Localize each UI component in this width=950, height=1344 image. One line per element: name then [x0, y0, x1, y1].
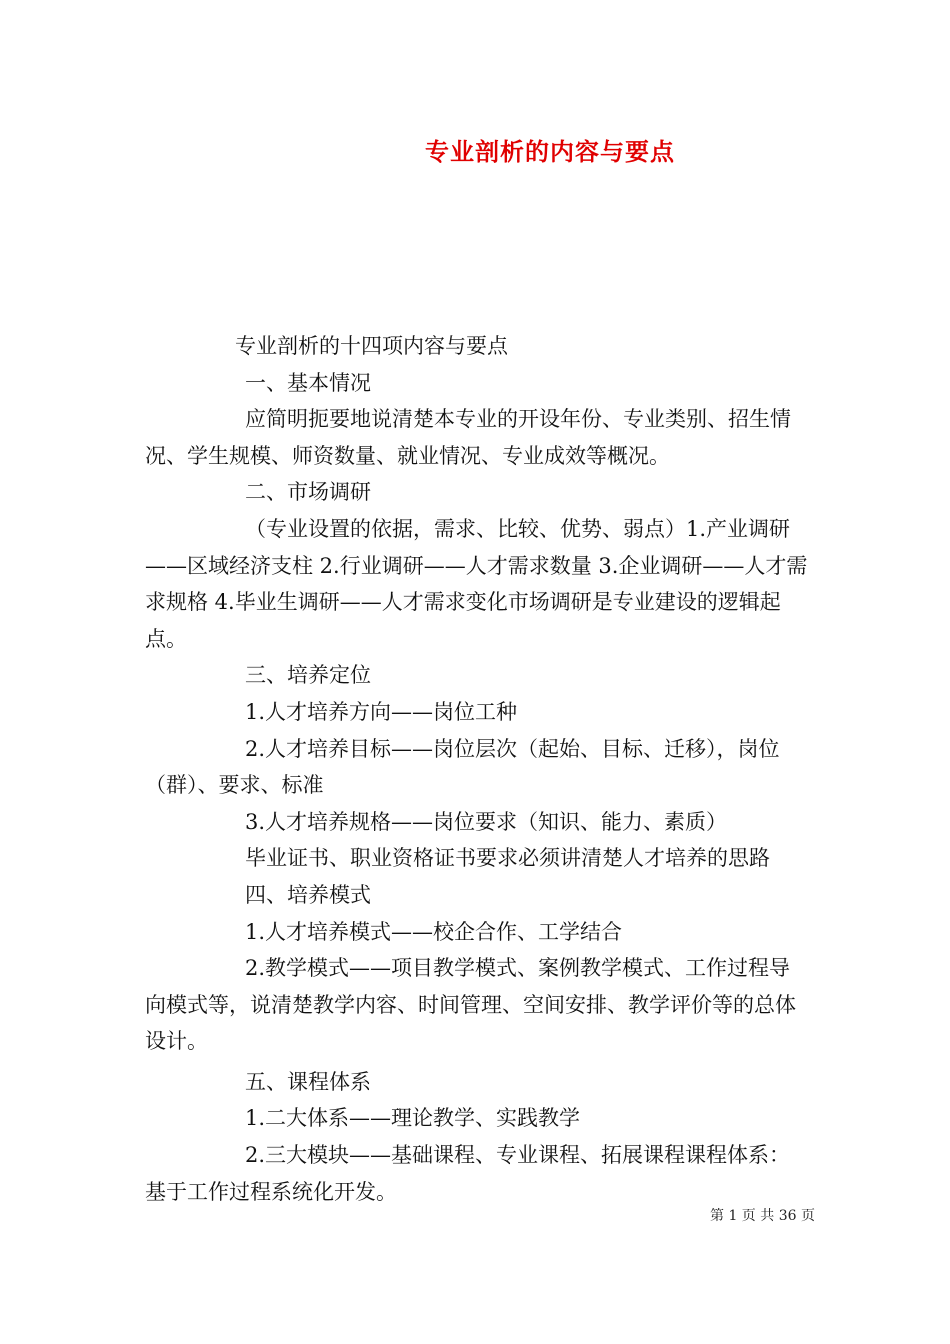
section-heading-2: 二、市场调研 [245, 480, 371, 505]
paragraph-basic-info: 应简明扼要地说清楚本专业的开设年份、专业类别、招生情况、学生规模、师资数量、就业情况、专业成效等概况。 [145, 407, 791, 468]
section-heading-3: 三、培养定位 [245, 663, 371, 688]
page-number-footer: 第 1 页 共 36 页 [710, 1208, 815, 1224]
subtitle-line: 专业剖析的十四项内容与要点 [235, 334, 508, 358]
list-item-teaching-mode: 2.教学模式——项目教学模式、案例教学模式、工作过程导向模式等，说清楚教学内容、时间管理、空间安排、教学评价等的总体设计。 [145, 956, 796, 1054]
list-item-two-systems: 1.二大体系——理论教学、实践教学 [245, 1106, 581, 1131]
list-item-training-goal: 2.人才培养目标——岗位层次（起始、目标、迁移），岗位（群）、要求、标准 [145, 736, 780, 798]
section-heading-1: 一、基本情况 [245, 370, 371, 395]
list-item-training-spec: 3.人才培养规格——岗位要求（知识、能力、素质） [245, 809, 728, 834]
section-heading-4: 四、培养模式 [245, 882, 371, 907]
document-body [145, 328, 810, 1210]
paragraph-market-research: （专业设置的依据，需求、比较、优势、弱点）1.产业调研——区域经济支柱 2.行业调研——人才需求数量 3.企业调研——人才需求规格 4.毕业生调研——人才需求变化市场调研是专业建设的逻辑起点。 [145, 516, 808, 651]
list-item-training-direction: 1.人才培养方向——岗位工种 [245, 699, 518, 724]
list-item-training-mode: 1.人才培养模式——校企合作、工学结合 [245, 919, 623, 944]
paragraph-certificates: 毕业证书、职业资格证书要求必须讲清楚人才培养的思路 [245, 846, 770, 871]
section-heading-5: 五、课程体系 [245, 1069, 371, 1094]
list-item-three-modules: 2.三大模块——基础课程、专业课程、拓展课程课程体系：基于工作过程系统化开发。 [145, 1143, 791, 1204]
document-title: 专业剖析的内容与要点 [425, 138, 675, 166]
